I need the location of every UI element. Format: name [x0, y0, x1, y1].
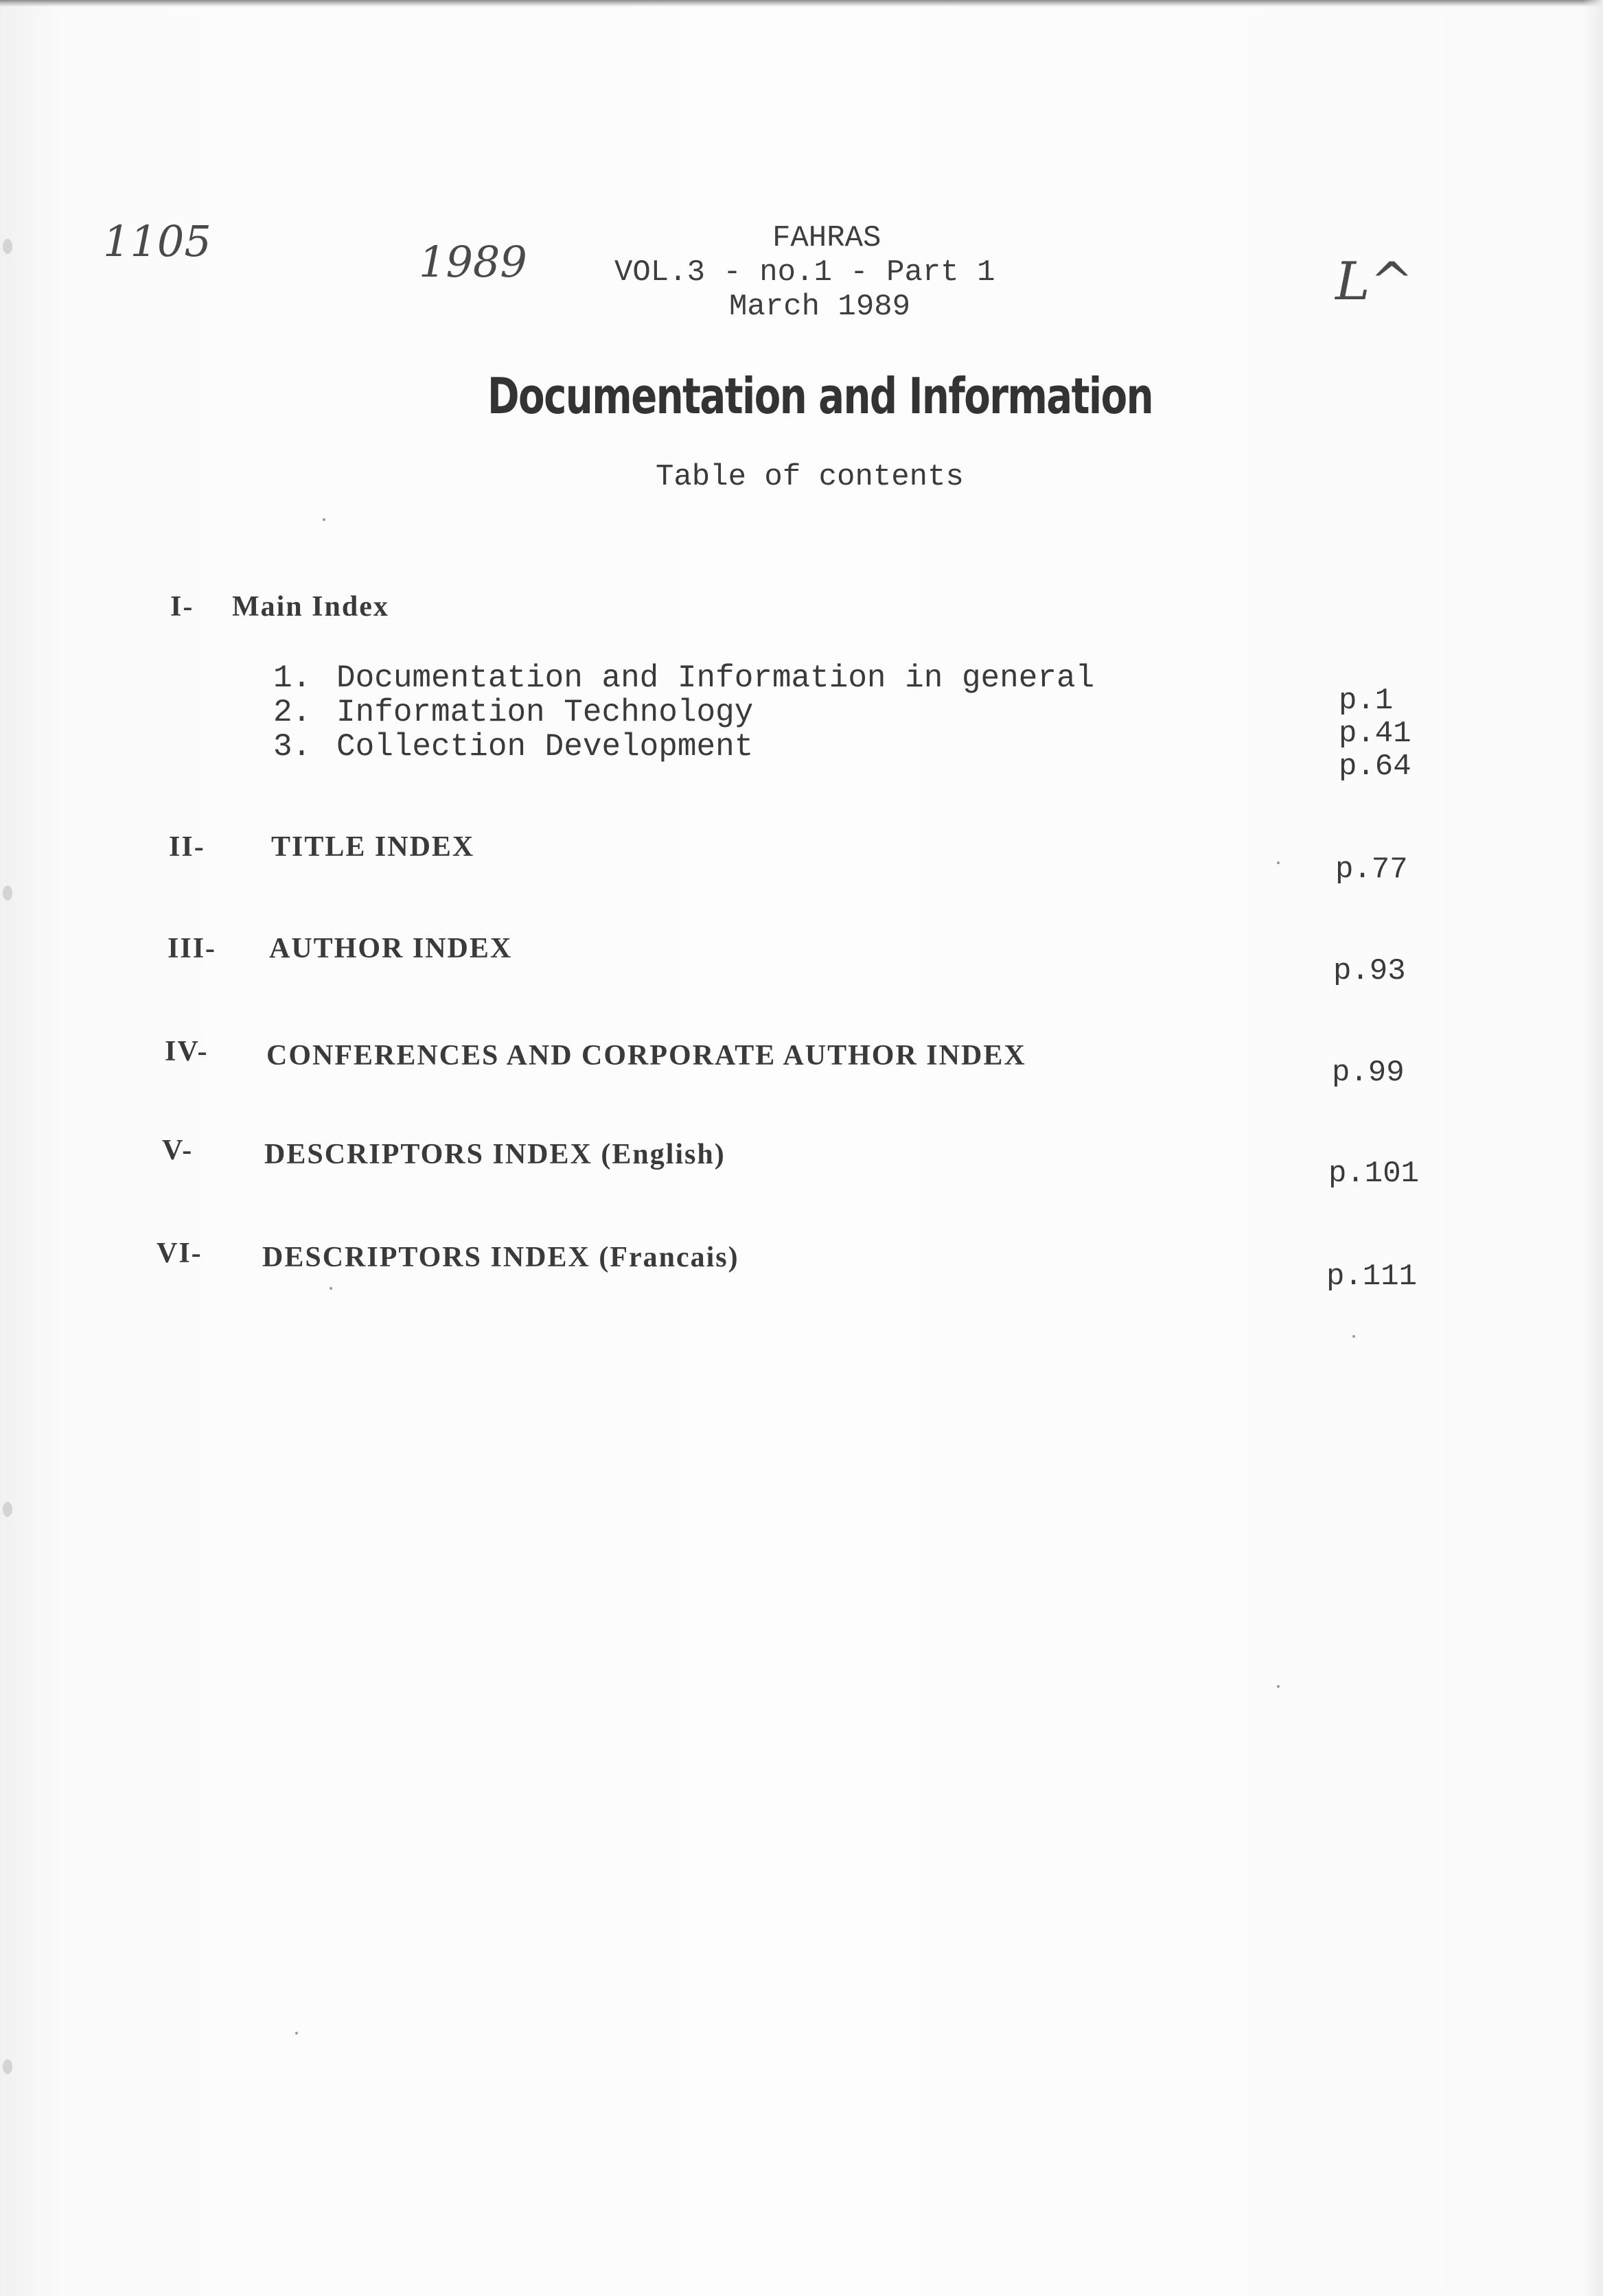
- section-label: DESCRIPTORS INDEX (Francais): [262, 1242, 739, 1273]
- scan-speck: [330, 1287, 332, 1290]
- volume-line: VOL.3 - no.1 - Part 1: [614, 255, 995, 290]
- scan-speck: [1277, 861, 1280, 864]
- page-top-edge: [0, 0, 1603, 7]
- scan-speck: [295, 2032, 298, 2034]
- page-number: p.64: [1339, 750, 1411, 784]
- toc-heading: Table of contents: [656, 460, 964, 494]
- section-label: DESCRIPTORS INDEX (English): [264, 1139, 726, 1170]
- page-number: p.93: [1333, 954, 1406, 988]
- section-number: IV-: [165, 1036, 209, 1067]
- series-name: FAHRAS: [772, 221, 881, 255]
- subsection-label: Documentation and Information in general: [336, 660, 1095, 696]
- page-number: p.1: [1339, 684, 1394, 718]
- binding-hole: [3, 239, 12, 254]
- scan-speck: [1352, 1335, 1355, 1338]
- page-number: p.77: [1335, 853, 1408, 887]
- issue-date: March 1989: [729, 290, 911, 324]
- binding-hole: [3, 1502, 12, 1517]
- subsection-number: 1.: [273, 660, 312, 696]
- document-title: Documentation and Information: [487, 367, 1153, 425]
- section-number: III-: [168, 933, 217, 964]
- subsection-number: 3.: [273, 729, 312, 765]
- page-number: p.99: [1332, 1056, 1405, 1090]
- handwritten-mark: L^: [1335, 251, 1414, 312]
- section-label: AUTHOR INDEX: [269, 933, 513, 964]
- page-number: p.41: [1339, 717, 1411, 751]
- section-number: I-: [170, 591, 194, 623]
- scan-speck: [1277, 1685, 1280, 1688]
- section-number: V-: [162, 1135, 194, 1166]
- subsection-label: Information Technology: [336, 695, 754, 730]
- handwritten-number: 1105: [103, 216, 211, 266]
- section-label: Main Index: [232, 591, 389, 623]
- subsection-label: Collection Development: [336, 729, 754, 765]
- section-number: VI-: [157, 1238, 203, 1269]
- page-right-edge: [1582, 0, 1603, 2296]
- scan-speck: [323, 518, 325, 521]
- binding-hole: [3, 2059, 12, 2074]
- page-number: p.111: [1326, 1260, 1418, 1294]
- subsection-number: 2.: [273, 695, 312, 730]
- section-label: TITLE INDEX: [271, 831, 475, 863]
- binding-hole: [3, 885, 12, 901]
- section-number: II-: [169, 831, 205, 863]
- page-number: p.101: [1328, 1157, 1420, 1191]
- handwritten-year: 1989: [419, 237, 527, 287]
- section-label: CONFERENCES AND CORPORATE AUTHOR INDEX: [266, 1040, 1026, 1071]
